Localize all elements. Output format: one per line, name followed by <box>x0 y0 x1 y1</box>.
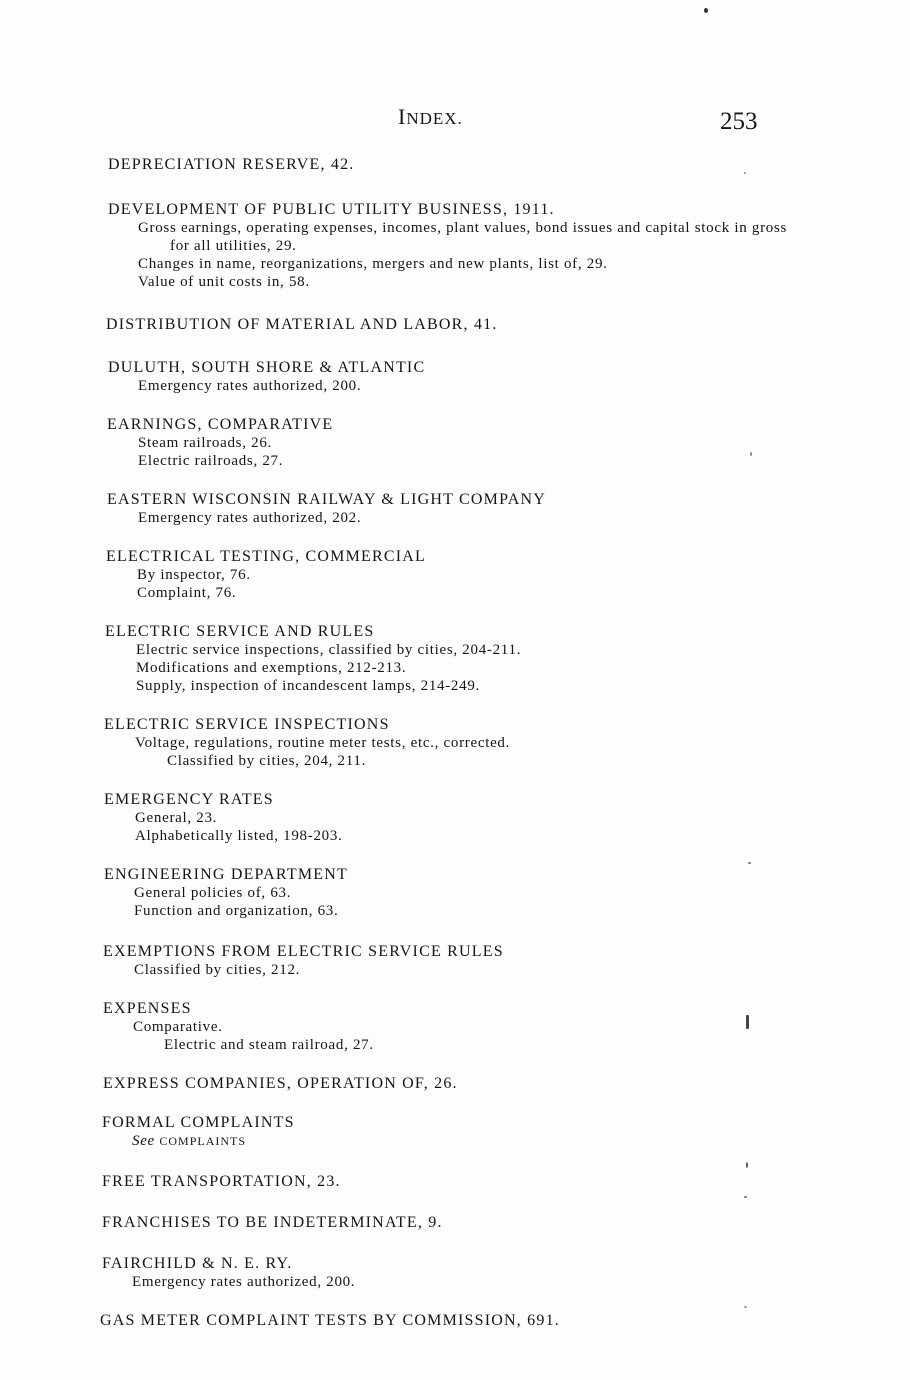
index-entry-exemptions <box>100 942 800 979</box>
see-target: COMPLAINTS <box>159 1134 247 1148</box>
entry-heading: DEPRECIATION RESERVE, 42. <box>108 156 355 173</box>
entry-heading: DEVELOPMENT OF PUBLIC UTILITY BUSINESS, 1911. <box>108 201 555 218</box>
index-entry-electrical-testing <box>100 547 800 602</box>
entry-heading: FREE TRANSPORTATION, 23. <box>102 1173 341 1190</box>
index-entry-depreciation-reserve <box>100 155 800 174</box>
entry-subheading: General, 23. <box>135 810 218 826</box>
entry-subheading: Steam railroads, 26. <box>138 435 272 451</box>
running-title <box>398 104 463 130</box>
entry-heading: EARNINGS, COMPARATIVE <box>107 416 334 433</box>
index-entry-engineering-department <box>100 865 800 920</box>
entry-subheading: Supply, inspection of incandescent lamps, 214-249. <box>136 678 480 694</box>
entry-heading: GAS METER COMPLAINT TESTS BY COMMISSION, 691. <box>100 1312 560 1329</box>
scan-speck <box>744 1306 747 1308</box>
entry-subheading: Comparative. <box>133 1019 223 1035</box>
entry-subheading: Gross earnings, operating expenses, incomes, plant values, bond issues and capital stock in gross for all utilities, 29. <box>138 220 788 254</box>
scan-speck <box>704 8 708 13</box>
index-entry-formal-complaints <box>100 1113 800 1150</box>
index-entry-duluth-south-shore <box>100 358 800 395</box>
entry-heading: EMERGENCY RATES <box>104 791 274 808</box>
scan-speck <box>746 1015 749 1029</box>
entry-subheading: Emergency rates authorized, 202. <box>138 510 362 526</box>
entry-sub-subheading: Electric and steam railroad, 27. <box>164 1037 374 1053</box>
index-entry-gas-meter <box>100 1311 800 1330</box>
entry-heading: ELECTRIC SERVICE INSPECTIONS <box>104 716 390 733</box>
entry-heading: ENGINEERING DEPARTMENT <box>104 866 348 883</box>
scan-speck <box>744 172 746 174</box>
entry-subheading: Complaint, 76. <box>137 585 237 601</box>
index-entry-eastern-wisconsin <box>100 490 800 527</box>
entry-subheading: Changes in name, reorganizations, mergers and new plants, list of, 29. <box>138 256 608 272</box>
scan-speck <box>750 452 752 456</box>
index-entry-electric-service-rules <box>100 622 800 695</box>
scan-speck <box>744 1196 747 1198</box>
index-entry-franchises <box>100 1213 800 1232</box>
index-entries <box>100 155 800 1347</box>
entry-heading: FRANCHISES TO BE INDETERMINATE, 9. <box>102 1214 443 1231</box>
entry-subheading: By inspector, 76. <box>137 567 251 583</box>
page-number: 253 <box>720 108 758 135</box>
index-entry-expenses <box>100 999 800 1054</box>
entry-heading: DISTRIBUTION OF MATERIAL AND LABOR, 41. <box>106 316 498 333</box>
index-entry-express-companies <box>100 1074 800 1093</box>
entry-heading: ELECTRIC SERVICE AND RULES <box>105 623 375 640</box>
scan-speck <box>746 1162 748 1168</box>
index-entry-distribution-material-labor <box>100 315 800 334</box>
index-entry-emergency-rates <box>100 790 800 845</box>
entry-subheading: Voltage, regulations, routine meter tests, etc., corrected. <box>135 735 511 751</box>
running-title-rest: NDEX. <box>406 109 463 128</box>
entry-subheading: Alphabetically listed, 198-203. <box>135 828 343 844</box>
entry-heading: DULUTH, SOUTH SHORE & ATLANTIC <box>108 359 426 376</box>
index-entry-electric-service-inspections <box>100 715 800 770</box>
entry-subheading: Electric service inspections, classified by cities, 204-211. <box>136 642 522 658</box>
index-entry-earnings-comparative <box>100 415 800 470</box>
entry-heading: FORMAL COMPLAINTS <box>102 1114 295 1131</box>
entry-subheading: Modifications and exemptions, 212-213. <box>136 660 407 676</box>
running-title-initial: I <box>398 104 407 129</box>
entry-heading: EXEMPTIONS FROM ELECTRIC SERVICE RULES <box>103 943 504 960</box>
entry-heading: FAIRCHILD & N. E. RY. <box>102 1255 293 1272</box>
entry-see-reference <box>100 1132 800 1150</box>
entry-heading: EXPRESS COMPANIES, OPERATION OF, 26. <box>103 1075 458 1092</box>
index-entry-development-public-utility <box>100 200 800 291</box>
index-entry-fairchild <box>100 1254 800 1291</box>
entry-heading: EXPENSES <box>103 1000 192 1017</box>
see-word: See <box>132 1133 155 1149</box>
entry-subheading: Electric railroads, 27. <box>138 453 284 469</box>
index-entry-free-transportation <box>100 1172 800 1191</box>
entry-subheading: Emergency rates authorized, 200. <box>132 1274 356 1290</box>
entry-subheading: Value of unit costs in, 58. <box>138 274 310 290</box>
scan-speck <box>748 862 751 864</box>
entry-subheading: General policies of, 63. <box>134 885 292 901</box>
entry-heading: EASTERN WISCONSIN RAILWAY & LIGHT COMPANY <box>107 491 547 508</box>
entry-heading: ELECTRICAL TESTING, COMMERCIAL <box>106 548 426 565</box>
entry-subheading: Classified by cities, 212. <box>134 962 301 978</box>
entry-sub-subheading: Classified by cities, 204, 211. <box>167 753 367 769</box>
entry-subheading: Function and organization, 63. <box>134 903 339 919</box>
entry-subheading: Emergency rates authorized, 200. <box>138 378 362 394</box>
